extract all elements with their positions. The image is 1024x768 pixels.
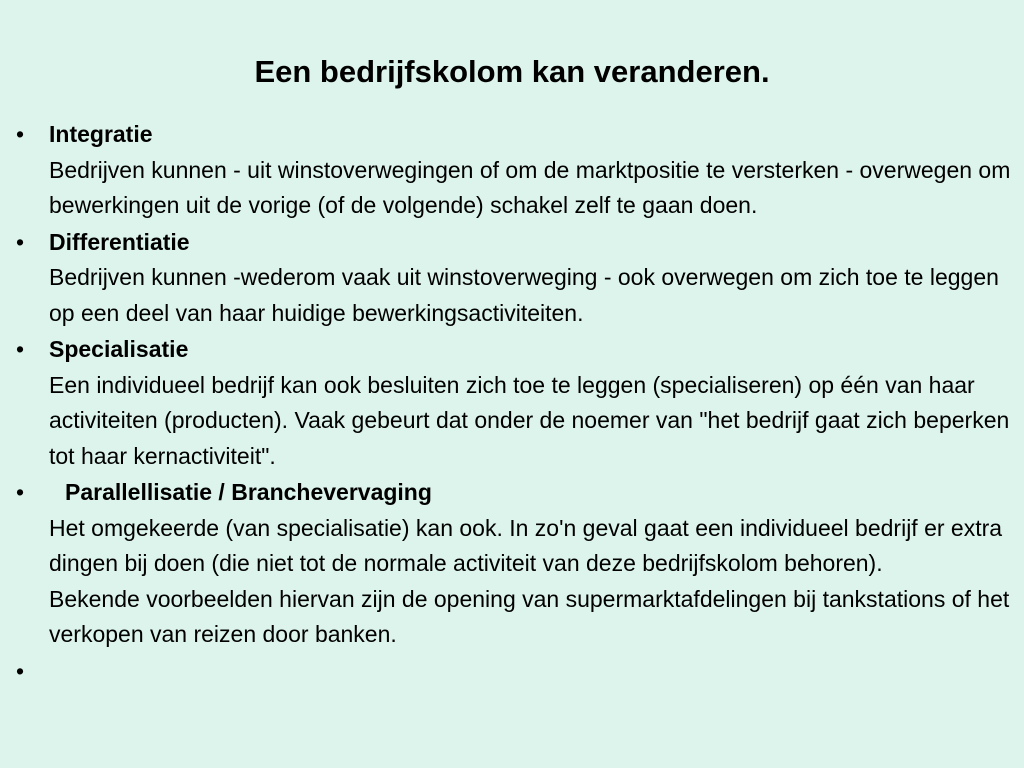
bullet-heading: Specialisatie: [49, 336, 189, 362]
bullet-marker: •: [15, 657, 25, 684]
bullet-marker: •: [15, 479, 25, 505]
bullet-heading: Integratie: [49, 121, 153, 147]
bullet-list: [0, 117, 1024, 690]
bullet-heading: Differentiatie: [49, 228, 190, 255]
bullet-text: Het omgekeerde (van specialisatie) kan ook. In zo'n geval gaat een individueel bedrijf er extra dingen bij doen (die niet tot de normale activiteit van deze bedrijfskolom behoren).: [49, 514, 1003, 576]
bullet-text: Bedrijven kunnen -wederom vaak uit winstoverweging - ook overwegen om zich toe te leggen op een deel van haar huidige bewerkingsactiviteiten.: [49, 264, 999, 326]
bullet-text: Bekende voorbeelden hiervan zijn de opening van supermarktafdelingen bij tankstations of het verkopen van reizen door banken.: [49, 585, 1010, 647]
bullet-item-specialisatie: [0, 332, 1024, 474]
bullet-item-integratie: [0, 117, 1024, 224]
slide-title: Een bedrijfskolom kan veranderen.: [254, 54, 770, 89]
bullet-text: Een individueel bedrijf kan ook besluiten zich toe te leggen (specialiseren) op één van haar activiteiten (producten). Vaak gebeurt dat onder de noemer van "het bedrijf gaat zich beperken tot haar kernactiviteit".: [49, 371, 1010, 469]
bullet-marker: •: [15, 336, 25, 362]
bullet-text: Bedrijven kunnen - uit winstoverwegingen of om de marktpositie te versterken - overwegen om bewerkingen uit de vorige (of de volgende) schakel zelf te gaan doen.: [49, 156, 1011, 218]
bullet-item-parallellisatie: [0, 475, 1024, 653]
bullet-heading: Parallellisatie / Branchevervaging: [65, 479, 432, 505]
bullet-marker: •: [15, 228, 25, 255]
bullet-marker: •: [15, 121, 25, 147]
bullet-item-empty: [0, 654, 1024, 690]
bullet-item-differentiatie: [0, 225, 1024, 332]
